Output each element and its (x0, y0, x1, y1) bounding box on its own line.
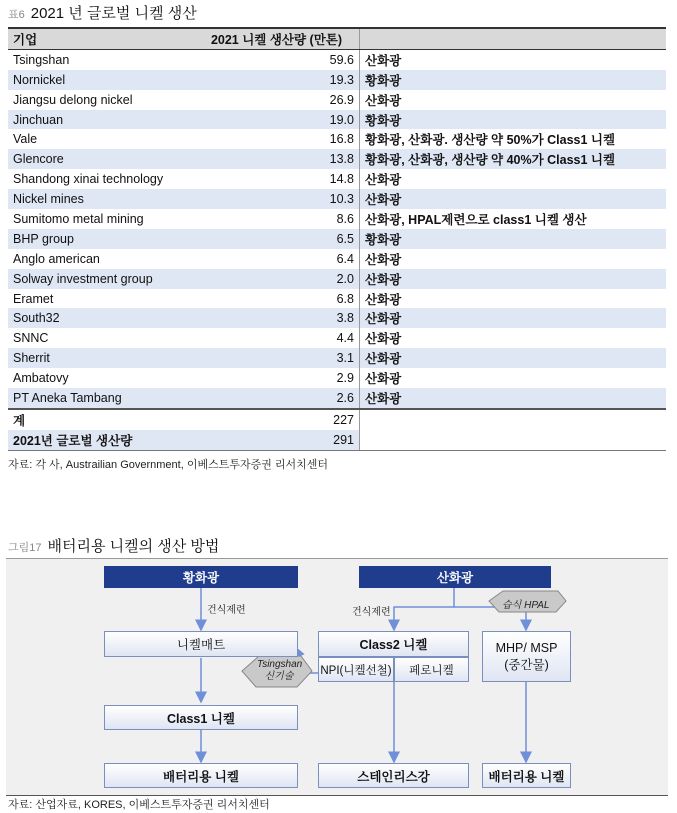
nickel-production-table (8, 27, 666, 451)
ore-type-cell: 산화광 (365, 53, 402, 68)
production-cell: 14.8 (194, 169, 360, 189)
mhp-intermediate-label: (중간물) (504, 657, 549, 672)
table-row (8, 328, 666, 348)
stainless-steel-box: 스테인리스강 (318, 763, 469, 788)
hpal-label: 습식 HPAL (502, 600, 550, 611)
company-cell: PT Aneka Tambang (8, 388, 194, 409)
company-cell: Solway investment group (8, 269, 194, 289)
table-title-text: 2021 년 글로벌 니켈 생산 (30, 5, 197, 22)
table-header-row (8, 28, 666, 49)
table-row (8, 70, 666, 90)
diagram-prefix: 그림17 (8, 542, 42, 554)
table-row (8, 388, 666, 409)
header-company: 기업 (8, 28, 194, 49)
company-cell: Shandong xinai technology (13, 172, 164, 187)
table-prefix: 표6 (8, 9, 25, 21)
table-row (8, 348, 666, 368)
oxide-ore-box: 산화광 (359, 566, 551, 588)
header-production: 2021 니켈 생산량 (만톤) (194, 28, 360, 49)
ore-type-cell: 산화광 (360, 308, 667, 328)
ore-type-cell: 산화광 (365, 372, 402, 387)
header-note (360, 28, 667, 49)
production-cell: 16.8 (194, 129, 360, 149)
ore-type-cell: 황화광 (360, 70, 667, 90)
ore-type-cell: 산화광 (360, 388, 667, 409)
table-row (8, 368, 666, 388)
class2-nickel-box: Class2 니켈 (318, 631, 469, 657)
table-row (8, 110, 666, 130)
class1-nickel-box: Class1 니켈 (104, 705, 298, 730)
company-cell: BHP group (8, 229, 194, 249)
nickel-process-diagram (6, 558, 668, 796)
ore-type-cell: 산화광 (360, 348, 667, 368)
table-row (8, 269, 666, 289)
production-cell: 3.8 (194, 308, 360, 328)
tsingshan-badge (257, 659, 301, 683)
production-cell: 2.0 (194, 269, 360, 289)
table-row (8, 289, 666, 309)
total-row (8, 430, 666, 450)
production-cell: 10.3 (194, 189, 360, 209)
table-row (8, 149, 666, 169)
table-row (8, 249, 666, 269)
production-cell: 6.8 (194, 289, 360, 309)
mhp-msp-box (482, 631, 571, 682)
company-cell: Jinchuan (8, 110, 194, 130)
ferronickel-box: 페로니켈 (394, 657, 469, 682)
company-cell: Jiangsu delong nickel (13, 92, 133, 107)
table-row (8, 209, 666, 229)
dry-smelting-label-mid: 건식제련 (352, 607, 391, 618)
production-cell: 4.4 (194, 328, 360, 348)
production-cell: 13.8 (194, 149, 360, 169)
ore-type-cell: 산화광 (360, 269, 667, 289)
total-empty-cell (360, 409, 667, 430)
ore-type-cell: 산화광 (360, 189, 667, 209)
mhp-msp-label: MHP/ MSP (495, 640, 558, 655)
ore-type-cell: 산화광 (365, 292, 402, 307)
table-row (8, 129, 666, 149)
battery-nickel-left-box: 배터리용 니켈 (104, 763, 298, 788)
total-empty-cell (360, 430, 667, 450)
company-cell: Ambatovy (13, 371, 69, 386)
production-cell: 19.0 (194, 110, 360, 130)
company-cell: Glencore (8, 149, 194, 169)
ore-type-cell: 황화광, 산화광, 생산량 약 40%가 Class1 니켈 (360, 149, 667, 169)
company-cell: Nornickel (8, 70, 194, 90)
company-cell: Vale (13, 132, 38, 147)
nickel-matte-box: 니켈매트 (104, 631, 298, 657)
table-source: 자료: 각 사, Austrailian Government, 이베스트투자증권 리서치센터 (8, 459, 329, 471)
production-cell: 6.5 (194, 229, 360, 249)
diagram-source: 자료: 산업자료, KORES, 이베스트투자증권 리서치센터 (8, 799, 270, 811)
ore-type-cell: 산화광 (365, 173, 402, 188)
total-row (8, 409, 666, 430)
ore-type-cell: 산화광 (365, 93, 402, 108)
total-value: 227 (194, 409, 360, 430)
production-cell: 8.6 (194, 209, 360, 229)
battery-nickel-right-box: 배터리용 니켈 (482, 763, 571, 788)
production-cell: 19.3 (194, 70, 360, 90)
tsingshan-badge-line2: 신기술 (264, 671, 294, 682)
tsingshan-badge-line1: Tsingshan (257, 659, 303, 670)
table-row (8, 308, 666, 328)
total-value: 291 (194, 430, 360, 450)
diagram-title-text: 배터리용 니켈의 생산 방법 (47, 538, 220, 555)
ore-type-cell: 산화광 (365, 252, 402, 267)
table-row (8, 90, 666, 110)
ore-type-cell: 산화광, HPAL제련으로 class1 니켈 생산 (365, 212, 587, 227)
ore-type-cell: 황화광 (360, 110, 667, 130)
ore-type-cell: 산화광 (365, 332, 402, 347)
company-cell: Sumitomo metal mining (13, 211, 144, 226)
company-cell: SNNC (13, 331, 49, 346)
sulfide-ore-box: 황화광 (104, 566, 298, 588)
table-row (8, 229, 666, 249)
ore-type-cell: 황화광 (360, 229, 667, 249)
npi-box: NPI(니켈선철) (318, 657, 394, 682)
company-cell: Tsingshan (13, 52, 70, 67)
company-cell: Anglo american (13, 251, 100, 266)
table-row (8, 189, 666, 209)
arrow-oxide-class2 (394, 588, 454, 630)
production-cell: 6.4 (194, 249, 360, 269)
company-cell: Sherrit (8, 348, 194, 368)
total-label: 계 (13, 413, 26, 428)
table-title (8, 2, 197, 23)
production-cell: 26.9 (194, 90, 360, 110)
table-row (8, 169, 666, 189)
ore-type-cell: 황화광, 산화광. 생산량 약 50%가 Class1 니켈 (365, 133, 616, 148)
dry-smelting-label-left: 건식제련 (207, 605, 246, 616)
company-cell: South32 (8, 308, 194, 328)
company-cell: Eramet (13, 291, 54, 306)
diagram-title (8, 535, 219, 556)
table-row (8, 49, 666, 69)
production-cell: 59.6 (194, 49, 360, 69)
company-cell: Nickel mines (8, 189, 194, 209)
total-label: 2021년 글로벌 생산량 (8, 430, 194, 450)
production-cell: 3.1 (194, 348, 360, 368)
production-cell: 2.6 (194, 388, 360, 409)
production-cell: 2.9 (194, 368, 360, 388)
